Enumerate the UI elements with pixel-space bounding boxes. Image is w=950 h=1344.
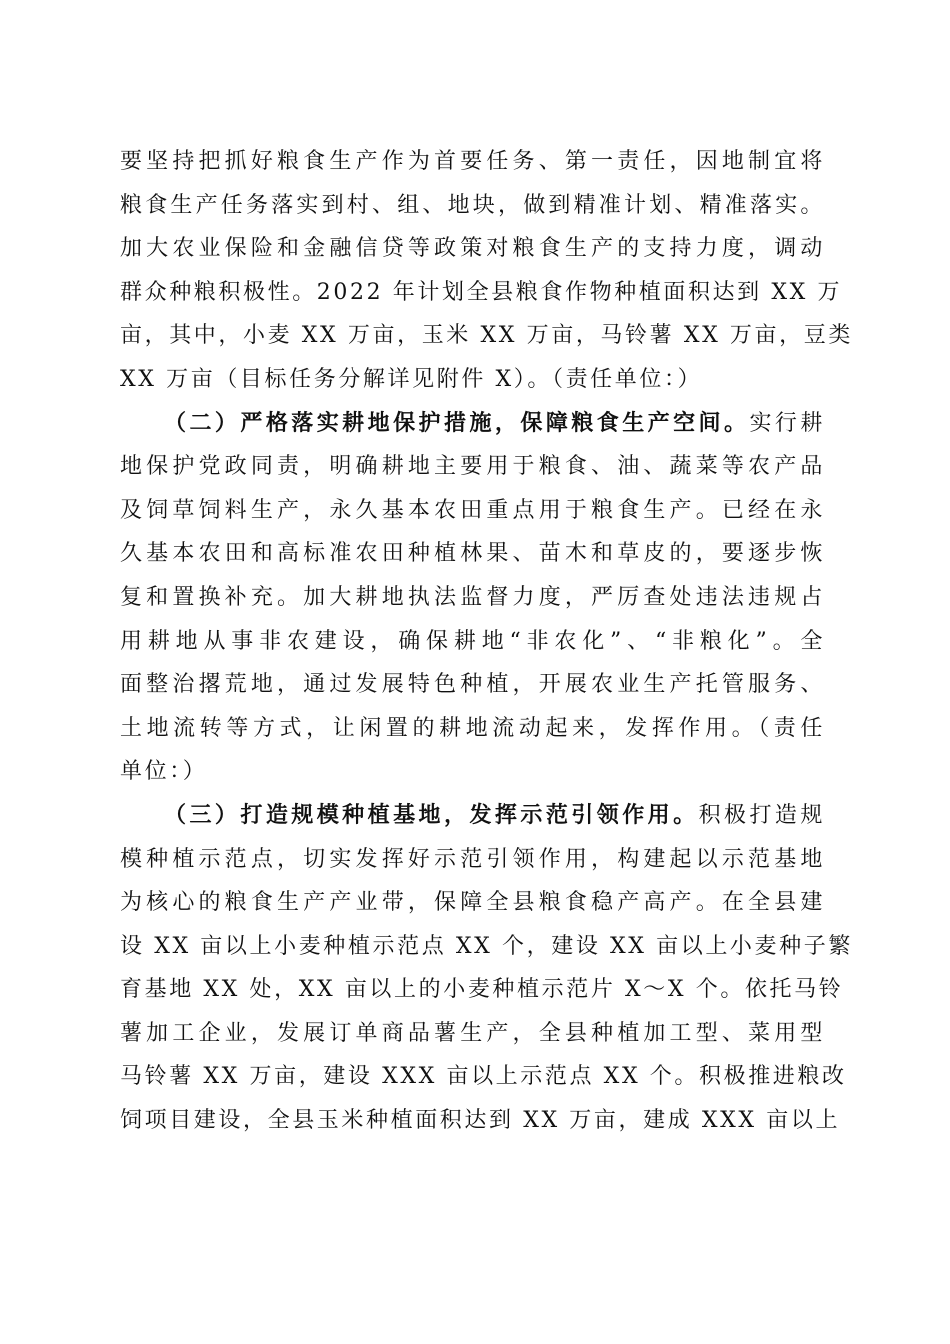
text-line: 及饲草饲料生产，永久基本农田重点用于粮食生产。已经在永 <box>120 497 825 523</box>
text-line: 单位：） <box>120 759 208 785</box>
text-line: 土地流转等方式，让闲置的耕地流动起来，发挥作用。（责任 <box>120 715 825 741</box>
text-line: 育基地 XX 处，XX 亩以上的小麦种植示范片 X～X 个。依托马铃 <box>120 977 844 1003</box>
text-line: 亩，其中，小麦 XX 万亩，玉米 XX 万亩，马铃薯 XX 万亩，豆类 <box>120 323 853 349</box>
text-line: 加大农业保险和金融信贷等政策对粮食生产的支持力度，调动 <box>120 236 825 262</box>
text-line: 群众种粮积极性。2022 年计划全县粮食作物种植面积达到 XX 万 <box>120 279 843 305</box>
text-line: 要坚持把抓好粮食生产作为首要任务、第一责任，因地制宜将 <box>120 149 825 174</box>
text-line: 积极打造规 <box>698 802 825 828</box>
text-line: 为核心的粮食生产产业带，保障全县粮食稳产高产。在全县建 <box>120 890 825 916</box>
section-heading: （二）严格落实耕地保护措施，保障粮食生产空间。 <box>164 409 750 436</box>
text-line: 复和置换补充。加大耕地执法监督力度，严厉查处违法违规占 <box>120 584 825 610</box>
text-line: XX 万亩（目标任务分解详见附件 X）。（责任单位：） <box>120 366 703 392</box>
document-page <box>120 140 853 1143</box>
text-line: 久基本农田和高标准农田种植林果、苗木和草皮的，要逐步恢 <box>120 541 825 567</box>
text-line: 设 XX 亩以上小麦种植示范点 XX 个，建设 XX 亩以上小麦种子繁 <box>120 933 853 959</box>
text-line: 薯加工企业，发展订单商品薯生产，全县种植加工型、菜用型 <box>120 1020 825 1046</box>
text-line: 用耕地从事非农建设，确保耕地“非农化”、“非粮化”。全 <box>120 628 825 654</box>
text-line: 实行耕 <box>749 410 825 436</box>
text-line: 地保护党政同责，明确耕地主要用于粮食、油、蔬菜等农产品 <box>120 454 825 480</box>
text-line: 粮食生产任务落实到村、组、地块，做到精准计划、精准落实。 <box>120 192 825 218</box>
text-line: 马铃薯 XX 万亩，建设 XXX 亩以上示范点 XX 个。积极推进粮改 <box>120 1064 847 1090</box>
section-heading-line <box>120 794 825 838</box>
text-line: 饲项目建设，全县玉米种植面积达到 XX 万亩，建成 XXX 亩以上 <box>120 1108 841 1134</box>
section-heading: （三）打造规模种植基地，发挥示范引领作用。 <box>164 801 699 828</box>
text-line: 面整治撂荒地，通过发展特色种植，开展农业生产托管服务、 <box>120 672 825 698</box>
section-heading-line <box>120 402 825 446</box>
text-line: 模种植示范点，切实发挥好示范引领作用，构建起以示范基地 <box>120 846 825 872</box>
